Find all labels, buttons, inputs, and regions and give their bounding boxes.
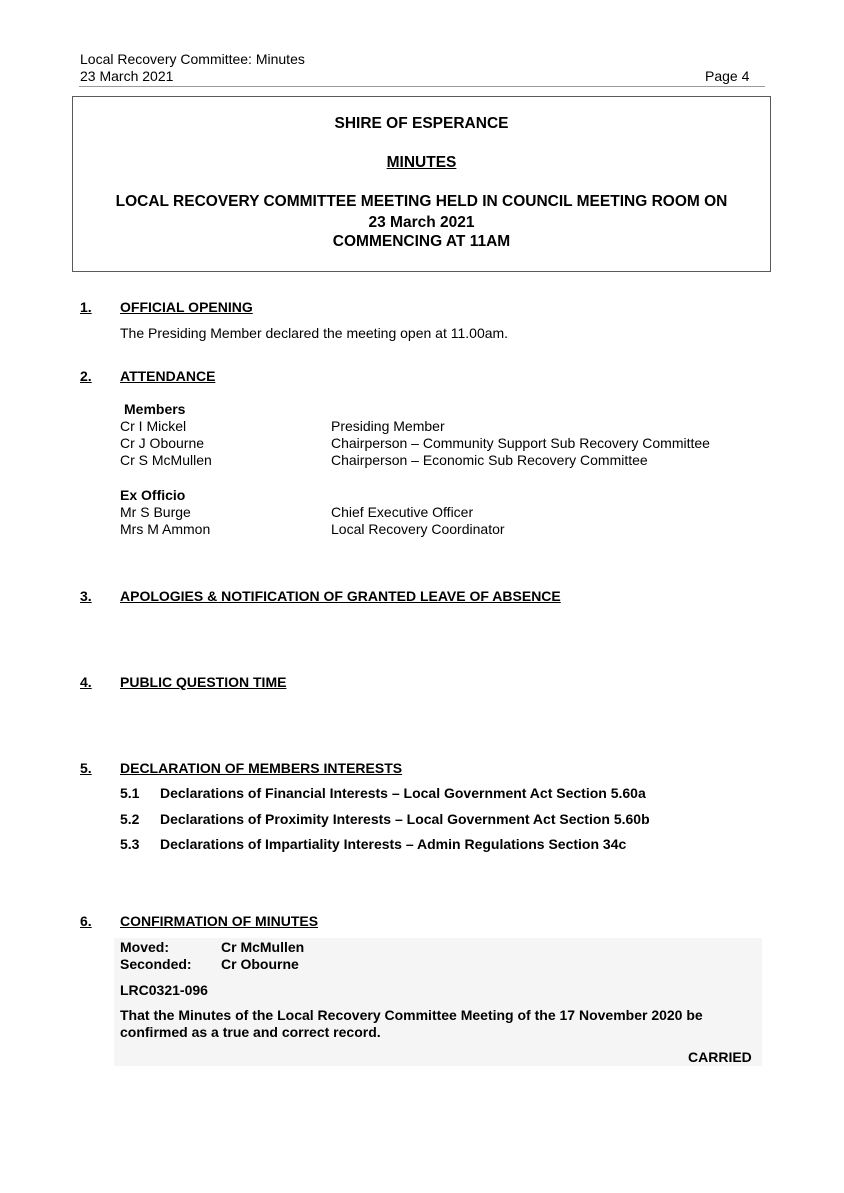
meeting-title-line1: LOCAL RECOVERY COMMITTEE MEETING HELD IN COUNCIL MEETING ROOM ON xyxy=(115,193,728,210)
section-4-title: PUBLIC QUESTION TIME xyxy=(120,674,287,690)
ex-officio-name: Mr S Burge xyxy=(120,504,191,520)
meeting-date: 23 March 2021 xyxy=(368,214,475,231)
ex-officio-role: Chief Executive Officer xyxy=(331,504,474,520)
subsection-text: Declarations of Proximity Interests – Local Government Act Section 5.60b xyxy=(160,811,650,827)
member-name: Cr S McMullen xyxy=(120,452,212,468)
header-page-number: Page 4 xyxy=(705,68,750,84)
members-heading: Members xyxy=(124,401,186,417)
member-name: Cr J Obourne xyxy=(120,435,205,451)
header-date: 23 March 2021 xyxy=(80,68,174,84)
section-6-title: CONFIRMATION OF MINUTES xyxy=(120,913,319,929)
member-role: Chairperson – Community Support Sub Recovery Committee xyxy=(331,435,710,451)
doc-type: MINUTES xyxy=(386,154,457,171)
resolution-box xyxy=(114,938,762,1066)
opening-text: The Presiding Member declared the meeting open at 11.00am. xyxy=(120,325,509,341)
meeting-time: COMMENCING AT 11AM xyxy=(332,233,511,250)
title-box xyxy=(72,96,771,272)
resolution-outcome: CARRIED xyxy=(688,1049,752,1065)
header-doc-title: Local Recovery Committee: Minutes xyxy=(80,51,305,67)
resolution-text-line2: confirmed as a true and correct record. xyxy=(120,1024,381,1040)
subsection-number: 5.2 xyxy=(120,811,140,827)
resolution-id: LRC0321-096 xyxy=(120,982,208,998)
ex-officio-heading: Ex Officio xyxy=(120,487,186,503)
moved-label: Moved: xyxy=(120,939,169,955)
member-role: Presiding Member xyxy=(331,418,445,434)
member-name: Cr I Mickel xyxy=(120,418,187,434)
section-1-title: OFFICIAL OPENING xyxy=(120,299,253,315)
section-5-number: 5. xyxy=(80,760,92,776)
section-1-number: 1. xyxy=(80,299,92,315)
section-4-number: 4. xyxy=(80,674,92,690)
section-5-title: DECLARATION OF MEMBERS INTERESTS xyxy=(120,760,403,776)
moved-value: Cr McMullen xyxy=(221,939,305,955)
member-role: Chairperson – Economic Sub Recovery Committee xyxy=(331,452,648,468)
section-2-title: ATTENDANCE xyxy=(120,368,216,384)
ex-officio-name: Mrs M Ammon xyxy=(120,521,211,537)
section-6-number: 6. xyxy=(80,913,92,929)
org-name: SHIRE OF ESPERANCE xyxy=(334,115,509,132)
seconded-value: Cr Obourne xyxy=(221,956,299,972)
subsection-number: 5.3 xyxy=(120,836,140,852)
seconded-label: Seconded: xyxy=(120,956,192,972)
section-2-number: 2. xyxy=(80,368,92,384)
subsection-text: Declarations of Financial Interests – Local Government Act Section 5.60a xyxy=(160,785,646,801)
subsection-text: Declarations of Impartiality Interests – Admin Regulations Section 34c xyxy=(160,836,627,852)
ex-officio-role: Local Recovery Coordinator xyxy=(331,521,505,537)
resolution-text-line1: That the Minutes of the Local Recovery Committee Meeting of the 17 November 2020 be xyxy=(120,1007,703,1023)
subsection-number: 5.1 xyxy=(120,785,140,801)
header-divider xyxy=(79,86,765,87)
section-3-title: APOLOGIES & NOTIFICATION OF GRANTED LEAVE OF ABSENCE xyxy=(120,588,561,604)
section-3-number: 3. xyxy=(80,588,92,604)
